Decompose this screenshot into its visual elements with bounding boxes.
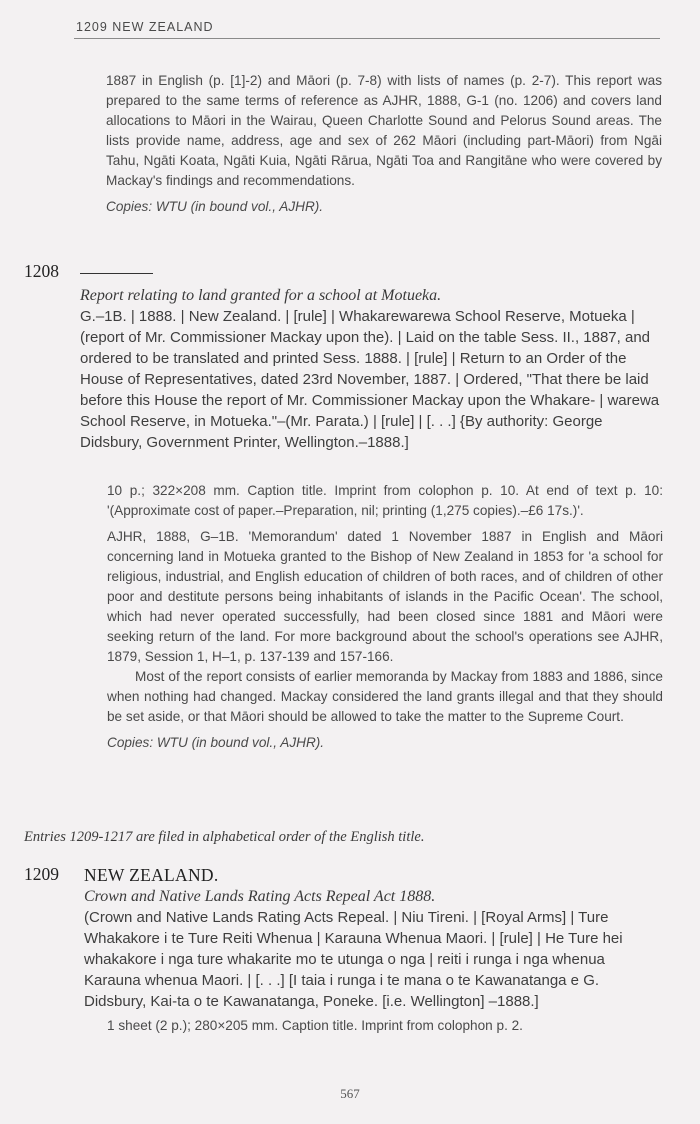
running-head: 1209 NEW ZEALAND	[76, 20, 214, 34]
entry-1209	[84, 864, 664, 1012]
entry-1209-notes	[107, 1016, 667, 1036]
entry-1208	[80, 286, 663, 453]
continuation-text: 1887 in English (p. [1]-2) and Māori (p. 7-8) with lists of names (p. 2-7). This report was prepared to the same terms of reference as AJHR, 1888, G-1 (no. 1206) and covers land allocations to Māori in the Wairau, Queen Charlotte Sound and Pelorus Sound areas. The lists provide name, address, age and sex of 262 Māori (including part-Māori) from Ngāi Tahu, Ngāti Koata, Ngāti Kuia, Ngāti Rārua, Ngāti Toa and Rangitāne who were covered by Mackay's findings and recommendations.	[106, 73, 662, 188]
entry-number-1209: 1209	[24, 864, 59, 884]
page-number: 567	[340, 1086, 360, 1101]
continuation-copies: Copies: WTU (in bound vol., AJHR).	[106, 199, 324, 214]
physical-1208: 10 p.; 322×208 mm. Caption title. Imprint from colophon p. 10. At end of text p. 10: '(Approximate cost of paper.–Preparation, nil; printing (1,275 copies).–£6 17s.)'.	[107, 483, 663, 518]
physical-1209: 1 sheet (2 p.); 280×205 mm. Caption title. Imprint from colophon p. 2.	[107, 1018, 523, 1033]
copies-1208: Copies: WTU (in bound vol., AJHR).	[107, 735, 325, 750]
transcription-1209: (Crown and Native Lands Rating Acts Repeal. | Niu Tireni. | [Royal Arms] | Ture Whakakore i te Ture Reiti Whenua | Karauna Whenua Maori. | [rule] | He Ture hei whakakore i nga ture whakarite mo te utunga o nga | reiti i runga i nga whenua Karauna whenua Maori. | [. . .] [I taia i runga i te mana o te Kawanatanga e G. Didsbury, Kai-ta o te Kawanatanga, Poneke. [i.e. Wellington] –1888.]	[84, 909, 623, 1010]
entry-title-1209: Crown and Native Lands Rating Acts Repeal Act 1888.	[84, 888, 436, 905]
entry-number-1208: 1208	[24, 261, 59, 281]
header-rule	[74, 38, 660, 39]
entry-1208-notes	[107, 481, 663, 753]
note2-1208: Most of the report consists of earlier memoranda by Mackay from 1883 and 1886, since when nothing had changed. Mackay considered the land grants illegal and that they should be set aside, or that Māori should be allowed to take the matter to the Supreme Court.	[107, 669, 663, 724]
entry-rule-1208	[80, 273, 153, 274]
note1-1208: AJHR, 1888, G–1B. 'Memorandum' dated 1 November 1887 in English and Māori concerning land in Motueka granted to the Bishop of New Zealand in 1853 for 'a school for religious, industrial, and English education of children of both races, and of children of other poor and destitute persons being inhabitants of islands in the Pacific Ocean'. The school, which had never operated successfully, had been closed since 1881 and Māori were seeking return of the land. For more background about the school's operations see AJHR, 1879, Session 1, H–1, p. 137-139 and 157-166.	[107, 529, 663, 664]
entry-heading-1209: NEW ZEALAND.	[84, 865, 219, 885]
transcription-1208: G.–1B. | 1888. | New Zealand. | [rule] | Whakarewarewa School Reserve, Motueka | (report of Mr. Commissioner Mackay upon the). | Laid on the table Sess. II., 1887, and ordered to be translated and printed Sess. 1888. | [rule] | Return to an Order of the House of Representatives, dated 23rd November, 1887. | Ordered, "That there be laid before this House the report of Mr. Commissioner Mackay upon the Whakare- | warewa School Reserve, in Motueka."–(Mr. Parata.) | [rule] | [. . .] {By authority: George Didsbury, Government Printer, Wellington.–1888.]	[80, 308, 660, 451]
filing-note: Entries 1209-1217 are filed in alphabetical order of the English title.	[24, 829, 425, 845]
entry-title-1208: Report relating to land granted for a school at Motueka.	[80, 287, 442, 304]
continuation-block	[106, 71, 662, 217]
